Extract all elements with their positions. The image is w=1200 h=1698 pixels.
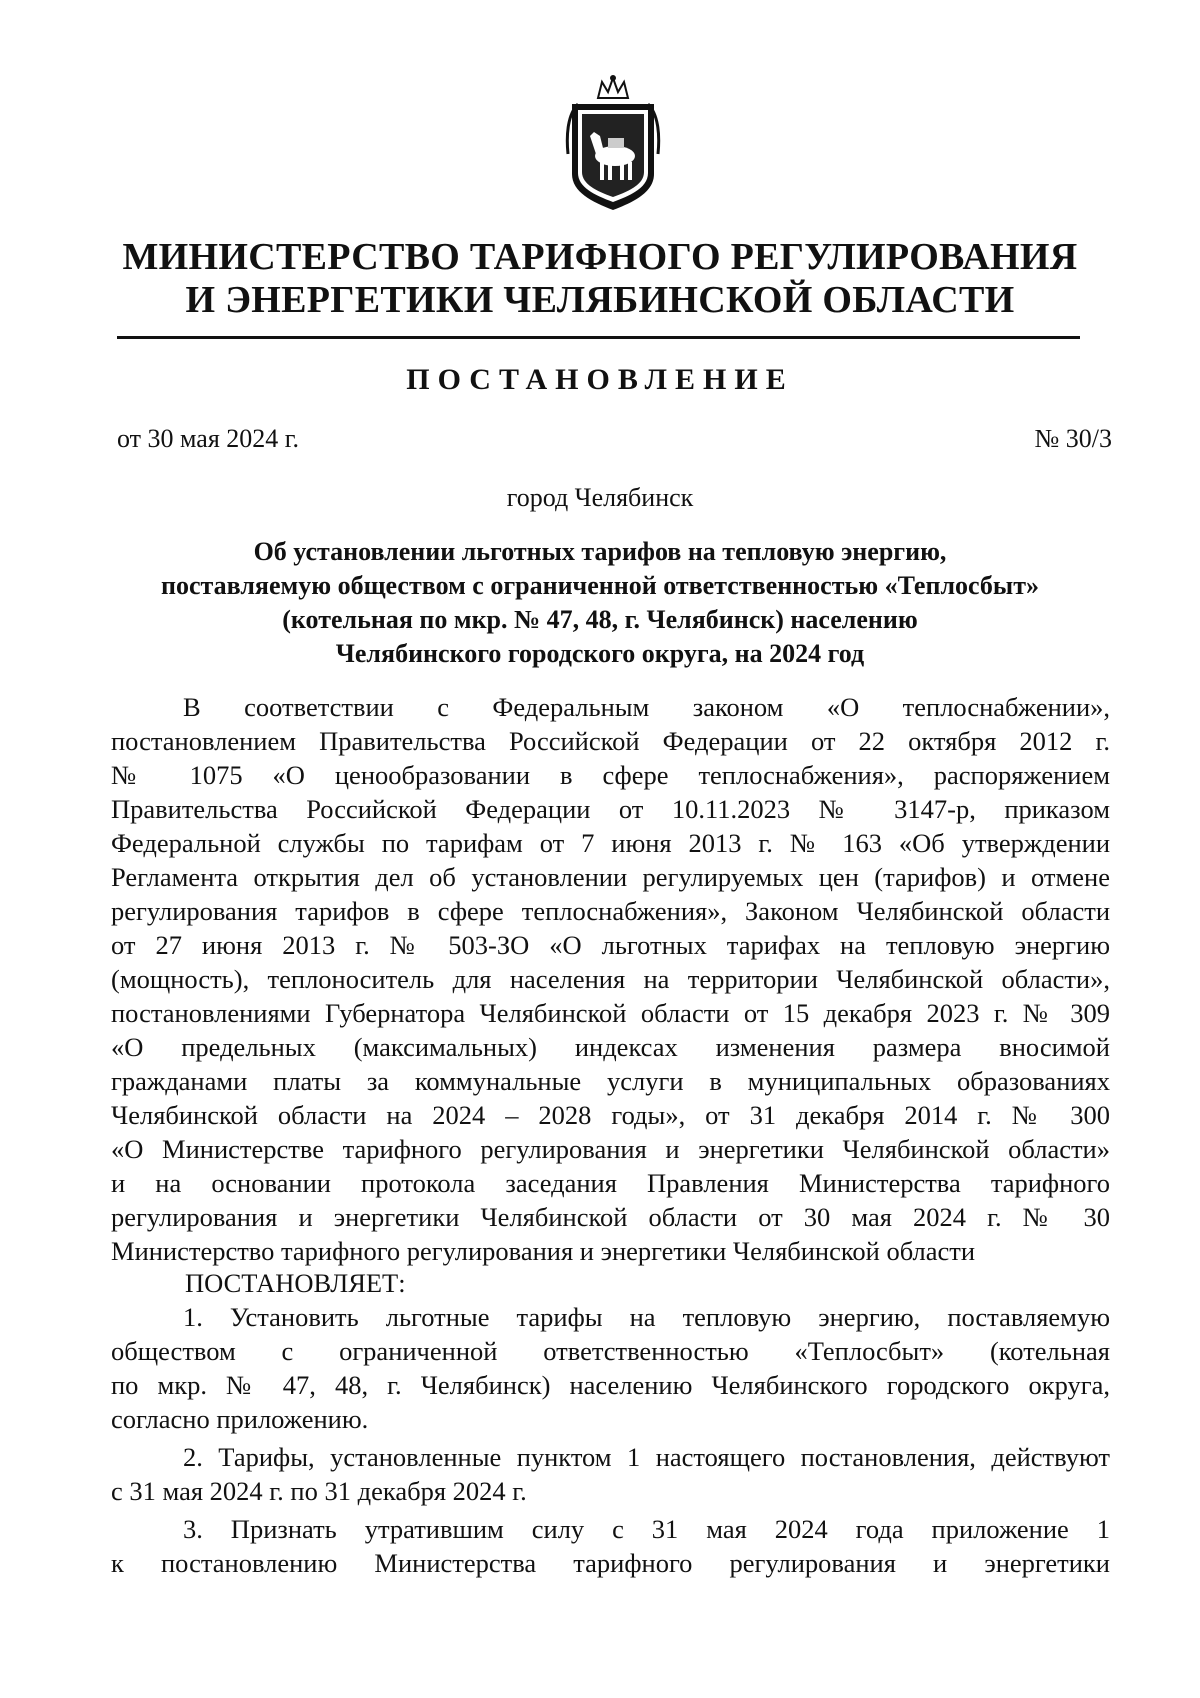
item-2-line: с 31 мая 2024 г. по 31 декабря 2024 г.: [111, 1476, 527, 1506]
preamble-line: «О предельных (максимальных) индексах изменения размера вносимой: [111, 1032, 1110, 1062]
item-3-line: к постановлению Министерства тарифного регулирования и энергетики: [111, 1548, 1110, 1578]
preamble-line: регулирования и энергетики Челябинской области от 30 мая 2024 г. № 30: [111, 1202, 1110, 1232]
preamble-line: Регламента открытия дел об установлении регулируемых цен (тарифов) и отмене: [111, 862, 1110, 892]
preamble-line: гражданами платы за коммунальные услуги в муниципальных образованиях: [111, 1066, 1110, 1096]
preamble-line: Правительства Российской Федерации от 10.11.2023 № 3147-р, приказом: [111, 794, 1110, 824]
subject-line: Об установлении льготных тарифов на тепловую энергию,: [253, 537, 947, 566]
preamble-line: от 27 июня 2013 г. № 503-ЗО «О льготных тарифах на тепловую энергию: [111, 930, 1110, 960]
preamble-line: и на основании протокола заседания Правления Министерства тарифного: [111, 1168, 1110, 1198]
decree-word: ПОСТАНОВЛЯЕТ:: [185, 1268, 406, 1298]
preamble-line: постановлениями Губернатора Челябинской области от 15 декабря 2023 г. № 309: [111, 998, 1110, 1028]
ministry-title-line-1: МИНИСТЕРСТВО ТАРИФНОГО РЕГУЛИРОВАНИЯ: [122, 236, 1078, 278]
document-kind: ПОСТАНОВЛЕНИЕ: [406, 363, 794, 396]
item-3-line: 3. Признать утратившим силу с 31 мая 2024 года приложение 1: [183, 1514, 1110, 1544]
header-divider: [117, 336, 1080, 339]
item-1-line: по мкр. № 47, 48, г. Челябинск) населению Челябинского городского округа,: [111, 1370, 1110, 1400]
subject-line: (котельная по мкр. № 47, 48, г. Челябинск) населению: [282, 605, 918, 634]
preamble-line: «О Министерстве тарифного регулирования и энергетики Челябинской области»: [111, 1134, 1110, 1164]
preamble-line: Федеральной службы по тарифам от 7 июня 2013 г. № 163 «Об утверждении: [111, 828, 1110, 858]
coat-of-arms-emblem: [560, 74, 666, 214]
preamble-line: (мощность), теплоноситель для населения на территории Челябинской области»,: [111, 964, 1110, 994]
preamble-line: Министерство тарифного регулирования и энергетики Челябинской области: [111, 1236, 976, 1266]
subject-line: Челябинского городского округа, на 2024 год: [335, 639, 865, 668]
crown-icon: [598, 76, 628, 98]
document-city: город Челябинск: [506, 483, 694, 512]
preamble-line: Челябинской области на 2024 – 2028 годы», от 31 декабря 2014 г. № 300: [111, 1100, 1110, 1130]
ministry-title-line-2: И ЭНЕРГЕТИКИ ЧЕЛЯБИНСКОЙ ОБЛАСТИ: [185, 279, 1015, 321]
document-number: № 30/3: [1034, 424, 1112, 453]
item-1-line: обществом с ограниченной ответственностью «Теплосбыт» (котельная: [111, 1336, 1110, 1366]
preamble-line: постановлением Правительства Российской Федерации от 22 октября 2012 г.: [111, 726, 1110, 756]
preamble-line: регулирования тарифов в сфере теплоснабжения», Законом Челябинской области: [111, 896, 1110, 926]
preamble-line: В соответствии с Федеральным законом «О теплоснабжении»,: [183, 692, 1110, 722]
item-1-line: 1. Установить льготные тарифы на тепловую энергию, поставляемую: [183, 1302, 1110, 1332]
item-2-line: 2. Тарифы, установленные пунктом 1 настоящего постановления, действуют: [183, 1442, 1110, 1472]
document-date: от 30 мая 2024 г.: [117, 424, 300, 453]
item-1-line: согласно приложению.: [111, 1404, 369, 1434]
subject-line: поставляемую обществом с ограниченной ответственностью «Теплосбыт»: [161, 571, 1039, 600]
preamble-line: № 1075 «О ценообразовании в сфере теплоснабжения», распоряжением: [111, 760, 1110, 790]
